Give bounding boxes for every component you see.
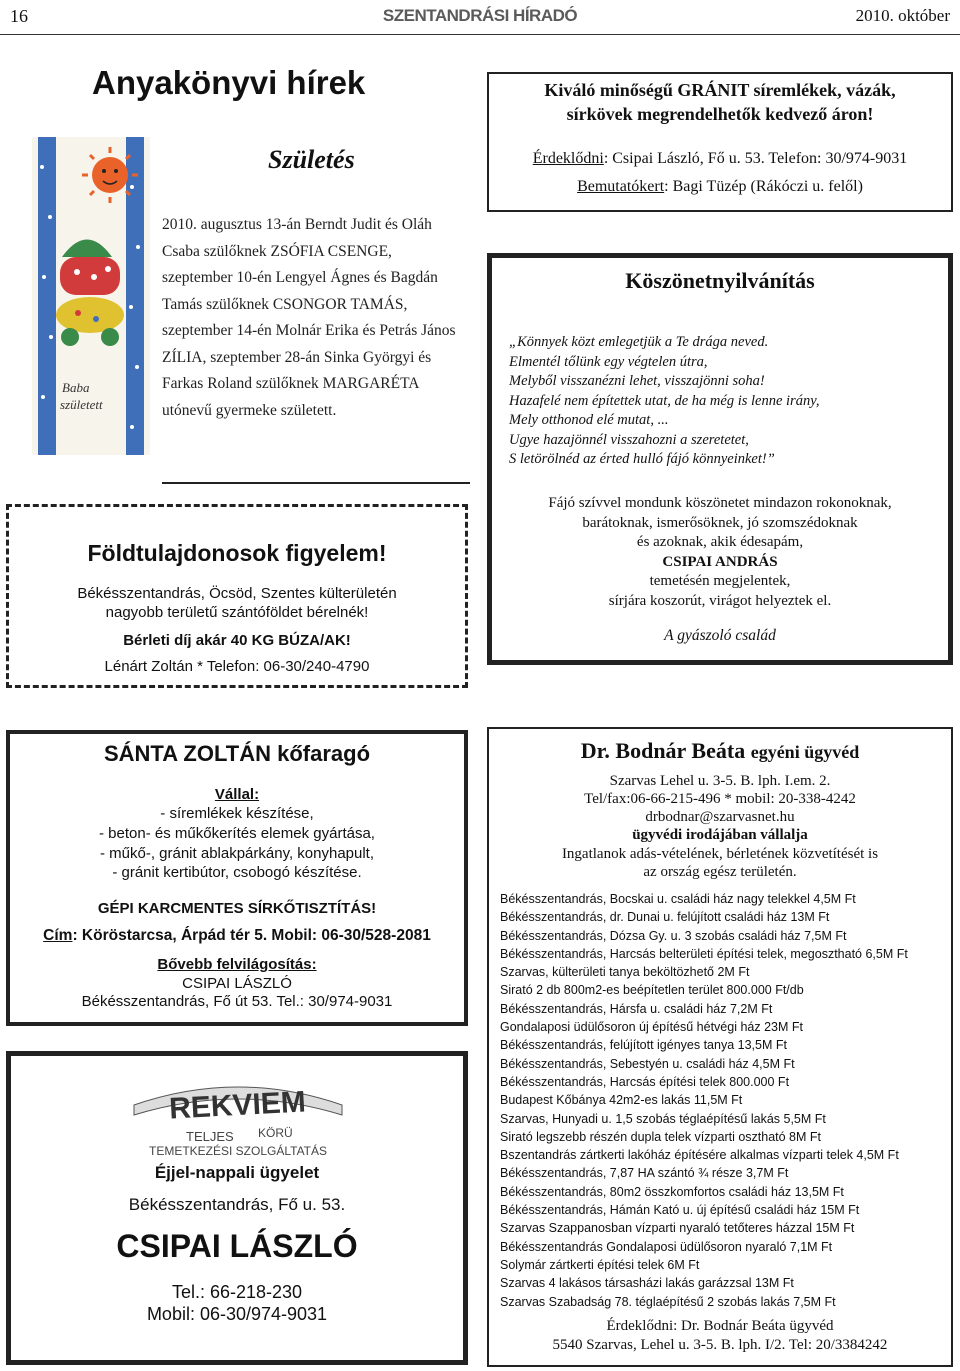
granite-contact: [487, 150, 953, 168]
granite-headline2: sírkövek megrendelhetők kedvező áron!: [566, 104, 874, 124]
poem-line: Melyből visszanézni lehet, visszajönni soha!: [509, 373, 765, 389]
lawyer-footer-address: 5540 Szarvas, Lehel u. 3-5. B. lph. I/2. Tel: 20/3384242: [552, 1337, 888, 1353]
granite-contact-value: : Csipai László, Fő u. 53. Telefon: 30/974-9031: [603, 150, 908, 167]
listing-item: Solymár zártkerti építési telek 6M Ft: [500, 1257, 700, 1272]
poem-line: Hazafelé nem építettek utat, de ha még is lenne irány,: [509, 392, 820, 409]
poem-line: S letörölnéd az érted hulló fájó könnyeinket!”: [509, 451, 775, 467]
thanks-line: temetésén megjelentek,: [649, 573, 791, 589]
service-item: - beton- és műkőkerítés elemek gyártása,: [99, 825, 375, 842]
header-rule: [0, 34, 960, 35]
lawyer-email: drbodnar@szarvasnet.hu: [645, 809, 795, 825]
funeral-contact-name: CSIPAI LÁSZLÓ: [116, 1228, 358, 1264]
granite-contact-label: Érdeklődni: [532, 150, 604, 167]
thanks-line: barátoknak, ismerősöknek, jó szomszédoknak: [582, 514, 858, 531]
listing-item: Békésszentandrás, Harcsás építési telek 800.000 Ft: [500, 1074, 790, 1089]
more-info-address: Békésszentandrás, Fő út 53. Tel.: 30/974-9031: [81, 993, 393, 1010]
land-ad-rent: Bérleti díj akár 40 KG BÚZA/AK!: [123, 632, 351, 649]
granite-showroom-value: : Bagi Tüzép (Rákóczi u. felől): [664, 178, 863, 195]
funeral-address: Békésszentandrás, Fő u. 53.: [128, 1195, 346, 1214]
granite-showroom-label: Bemutatókert: [577, 178, 665, 195]
poem-line: Elmentél tőlünk egy végtelen útra,: [509, 353, 708, 370]
listing-item: Békésszentandrás, Harcsás belterületi építési telek, megosztható 6,5M Ft: [500, 946, 908, 961]
stonemason-cleaning: GÉPI KARCMENTES SÍRKŐTISZTÍTÁS!: [97, 900, 377, 917]
listing-item: Gondalaposi üdülősoron új építésű hétvégi ház 23M Ft: [500, 1020, 803, 1035]
listing-item: Békésszentandrás Gondalaposi üdülősoron nyaraló 7,1M Ft: [500, 1239, 833, 1254]
funeral-duty: Éjjel-nappali ügyelet: [154, 1163, 320, 1182]
listing-item: Békésszentandrás, 80m2 összkomfortos családi ház 13,5M Ft: [500, 1184, 844, 1199]
svg-text:Baba: Baba: [62, 380, 90, 395]
listing-item: Békésszentandrás, Bocskai u. családi ház nagy telekkel 4,5M Ft: [500, 892, 856, 906]
svg-text:TELJES: TELJES: [186, 1129, 234, 1144]
land-ad-title: Földtulajdonosok figyelem!: [87, 540, 387, 566]
stonemason-title: SÁNTA ZOLTÁN kőfaragó: [103, 741, 371, 766]
listing-item: Szarvas, Hunyadi u. 1,5 szobás téglaépítésű lakás 5,5M Ft: [500, 1111, 826, 1126]
separator-line: [162, 482, 470, 484]
listing-item: Békésszentandrás, 7,87 HA szántó ¾ része 3,7M Ft: [500, 1166, 789, 1181]
service-item: - síremlékek készítése,: [160, 805, 314, 822]
svg-text:TEMETKEZÉSI SZOLGÁLTATÁS: TEMETKEZÉSI SZOLGÁLTATÁS: [148, 1144, 328, 1158]
thanks-signature: A gyászoló család: [664, 627, 776, 644]
issue-date: 2010. október: [855, 6, 950, 25]
listing-item: Békésszentandrás, felújított igényes tanya 13,5M Ft: [500, 1038, 787, 1053]
land-ad-contact: Lénárt Zoltán * Telefon: 06-30/240-4790: [104, 658, 370, 675]
listing-item: Békésszentandrás, Hámán Kató u. új építésű családi ház 15M Ft: [500, 1203, 860, 1218]
address-label: Cím: [43, 927, 73, 944]
thanks-poem: [509, 333, 939, 470]
listing-item: Szarvas Szabadság 78. téglaépítésű 2 szobás lakás 7,5M Ft: [500, 1294, 836, 1309]
deceased-name: CSIPAI ANDRÁS: [662, 553, 778, 570]
listing-item: Szarvas, külterületi tanya beköltözhető 2M Ft: [500, 965, 750, 980]
listing-item: Békésszentandrás, Hársfa u. családi ház 7,2M Ft: [500, 1001, 773, 1016]
more-info-label: Bővebb felvilágosítás:: [157, 956, 317, 973]
granite-showroom: [487, 178, 953, 196]
listing-item: Bszentandrás zártkerti lakóház építésére alkalmas vízparti telek 4,5M Ft: [500, 1148, 899, 1163]
lawyer-service: Ingatlanok adás-vételének, bérletének közvetítését is: [561, 846, 879, 862]
thanks-line: és azoknak, akik édesapám,: [636, 534, 804, 550]
births-text: 2010. augusztus 13-án Berndt Judit és Oláh Csaba szülőknek ZSÓFIA CSENGE, szeptember 10-én Lengyel Ágnes és Bagdán Tamás szülőknek CSONGOR TAMÁS, szeptember 14-én Molnár Erika és Petrás János ZÍLIA, szeptember 28-án Sinka Györgyi és Farkas Roland szülőknek MARGARÉTA utónevű gyermeke született.: [162, 216, 456, 419]
thanks-line: Fájó szívvel mondunk köszönetet mindazon rokonoknak,: [548, 495, 892, 511]
listing-item: Békésszentandrás, dr. Dunai u. felújított családi ház 13M Ft: [500, 910, 830, 925]
service-item: - műkő-, gránit ablakpárkány, konyhapult,: [99, 845, 375, 862]
svg-text:REKVIEM: REKVIEM: [168, 1085, 307, 1126]
lawyer-phone: Tel/fax:06-66-215-496 * mobil: 20-338-4242: [584, 791, 856, 807]
land-ad-line2: nagyobb területű szántóföldet bérelnék!: [105, 604, 369, 621]
service-item: - gránit kertibútor, csobogó készítése.: [112, 864, 362, 881]
lawyer-title-suffix: egyéni ügyvéd: [750, 742, 860, 762]
lawyer-offer: ügyvédi irodájában vállalja: [632, 827, 808, 843]
lawyer-footer-contact: Érdeklődni: Dr. Bodnár Beáta ügyvéd: [606, 1318, 834, 1334]
listing-item: Szarvas Szappanosban vízparti nyaraló tetőteres házzal 15M Ft: [500, 1221, 855, 1236]
funeral-mobile: Mobil: 06-30/974-9031: [146, 1304, 328, 1324]
section-title: Anyakönyvi hírek: [92, 64, 366, 101]
lawyer-name: Dr. Bodnár Beáta: [580, 738, 746, 763]
more-info-name: CSIPAI LÁSZLÓ: [182, 975, 292, 992]
lawyer-area: az ország egész területén.: [643, 864, 797, 880]
page-number: 16: [10, 6, 28, 26]
svg-text:született: született: [60, 397, 103, 412]
thanks-body: [487, 494, 953, 611]
poem-line: Ugye hazajönnél visszahozni a szeretetet,: [509, 431, 749, 448]
listing-item: Sirató 2 db 800m2-es beépítetlen terület 800.000 Ft/db: [500, 983, 804, 998]
listing-item: Szarvas 4 lakásos társasházi lakás garázzsal 13M Ft: [500, 1276, 794, 1291]
stonemason-address: [6, 927, 468, 945]
land-ad-line1: Békésszentandrás, Öcsöd, Szentes külterületén: [77, 585, 397, 602]
poem-line: „Könnyek közt emlegetjük a Te drága neved.: [509, 334, 769, 350]
poem-line: Mely otthonod elé mutat, ...: [509, 412, 669, 428]
listing-item: Békésszentandrás, Sebestyén u. családi ház 4,5M Ft: [500, 1056, 795, 1071]
funeral-phone: Tel.: 66-218-230: [171, 1282, 303, 1302]
births-subtitle: Születés: [268, 145, 355, 174]
thanks-line: sírjára koszorút, virágot helyeztek el.: [608, 592, 832, 609]
lawyer-address: Szarvas Lehel u. 3-5. B. lph. I.em. 2.: [609, 773, 831, 789]
granite-headline1: Kiváló minőségű GRÁNIT síremlékek, vázák,: [544, 80, 896, 100]
property-listings: [500, 890, 948, 1311]
listing-item: Békésszentandrás, Dózsa Gy. u. 3 szobás családi ház 7,5M Ft: [500, 928, 847, 943]
baby-illustration: [32, 137, 150, 455]
listing-item: Budapest Kőbánya 42m2-es lakás 11,5M Ft: [500, 1093, 743, 1108]
lawyer-title: [487, 738, 953, 764]
svg-text:KÖRÜ: KÖRÜ: [258, 1126, 293, 1140]
thanks-title: Köszönetnyilvánítás: [625, 268, 815, 293]
rekviem-logo: [128, 1075, 348, 1159]
listing-item: Sirató legszebb részén dupla telek vízparti osztható 8M Ft: [500, 1129, 821, 1144]
newspaper-title: SZENTANDRÁSI HÍRADÓ: [382, 6, 578, 25]
address-value: : Köröstarcsa, Árpád tér 5. Mobil: 06-30/528-2081: [72, 927, 431, 944]
stonemason-services-label: Vállal:: [214, 786, 260, 803]
